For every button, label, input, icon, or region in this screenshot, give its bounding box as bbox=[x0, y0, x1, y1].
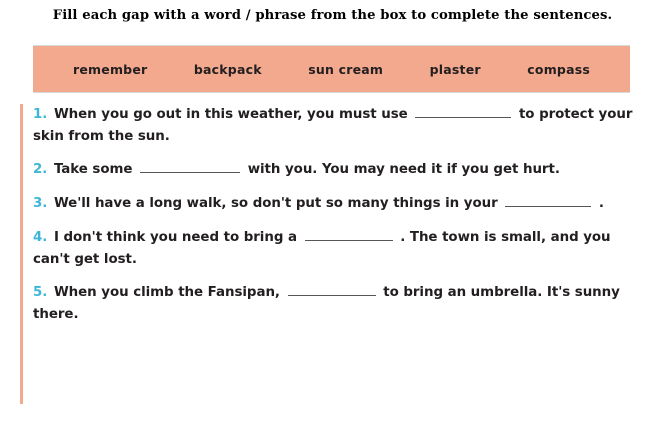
question-text-before: Take some bbox=[53, 162, 133, 178]
question-text-after: . bbox=[598, 196, 604, 212]
question-text-after: to protect your skin from the sun. bbox=[33, 107, 633, 144]
question-item-2 bbox=[33, 159, 633, 181]
word-bank-item: compass bbox=[527, 61, 590, 77]
answer-blank[interactable] bbox=[140, 160, 240, 174]
question-number: 3. bbox=[33, 196, 48, 212]
question-text-before: I don't think you need to bring a bbox=[53, 229, 297, 245]
question-text-before: We'll have a long walk, so don't put so many things in your bbox=[53, 196, 498, 212]
question-number: 5. bbox=[33, 285, 48, 301]
question-item-5 bbox=[33, 282, 633, 325]
word-bank-item: remember bbox=[73, 61, 148, 77]
word-bank bbox=[33, 46, 630, 92]
word-bank-item: backpack bbox=[193, 61, 262, 77]
question-text-after: . The town is small, and you can't get lost. bbox=[33, 229, 611, 267]
question-number: 1. bbox=[33, 107, 48, 122]
answer-blank[interactable] bbox=[415, 104, 511, 118]
question-text-after: with you. You may need it if you get hurt. bbox=[247, 162, 560, 178]
word-bank-item: sun cream bbox=[308, 61, 384, 77]
question-number: 2. bbox=[33, 162, 48, 178]
question-item-1 bbox=[33, 104, 633, 147]
question-text-after: to bring an umbrella. It's sunny there. bbox=[33, 285, 620, 322]
wordbox-bottom-divider bbox=[33, 92, 630, 93]
question-item-4 bbox=[33, 227, 633, 270]
question-text-before: When you climb the Fansipan, bbox=[53, 285, 280, 301]
answer-blank[interactable] bbox=[288, 283, 376, 297]
question-number: 4. bbox=[33, 229, 48, 245]
answer-blank[interactable] bbox=[505, 193, 591, 207]
word-bank-item: plaster bbox=[429, 61, 481, 77]
left-accent-bar bbox=[20, 104, 23, 404]
page-title: Fill each gap with a word / phrase from the box to complete the sentences. bbox=[52, 8, 613, 23]
answer-blank[interactable] bbox=[305, 227, 393, 241]
questions-list bbox=[33, 104, 633, 338]
question-text-before: When you go out in this weather, you must use bbox=[53, 107, 408, 122]
question-item-3 bbox=[33, 193, 633, 215]
